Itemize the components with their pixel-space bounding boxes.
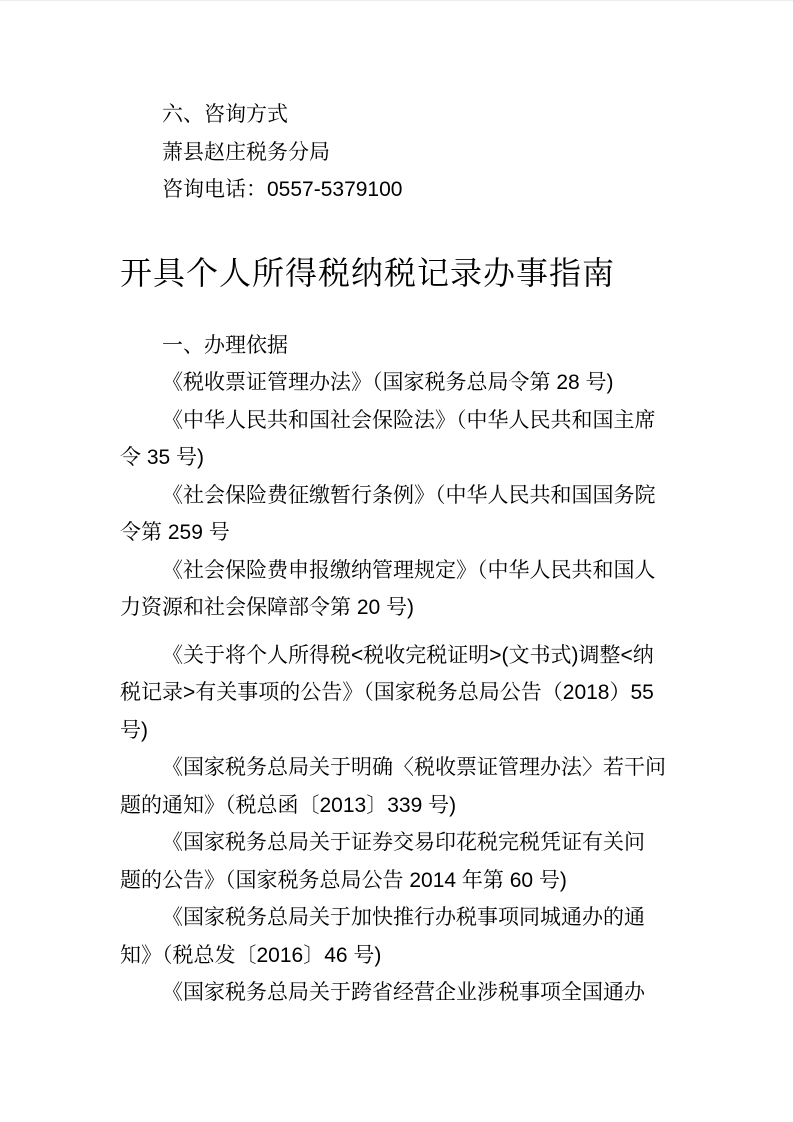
reference-paragraph [120, 974, 673, 1012]
reference-line: 力资源和社会保障部令第 20 号) [120, 596, 415, 619]
reference-line: 《国家税务总局关于证券交易印花税完税凭证有关问 [162, 831, 645, 854]
reference-line: 令第 259 号 [120, 521, 230, 544]
document-content [0, 1, 793, 1012]
reference-line: 《国家税务总局关于加快推行办税事项同城通办的通 [162, 906, 645, 929]
reference-line: 《关于将个人所得税<税收完税证明>(文书式)调整<纳 [162, 643, 654, 667]
document-title: 开具个人所得税纳税记录办事指南 [120, 254, 616, 291]
basis-heading: 一、办理依据 [162, 333, 288, 357]
reference-line: 《税收票证管理办法》（国家税务总局令第 28 号) [162, 371, 614, 394]
reference-line: 税记录>有关事项的公告》（国家税务总局公告（2018）55 [120, 681, 654, 704]
reference-line: 题的通知》（税总函〔2013〕339 号) [120, 793, 457, 817]
reference-paragraph [120, 402, 673, 477]
consultation-heading: 六、咨询方式 [162, 103, 288, 126]
reference-line: 《国家税务总局关于明确〈税收票证管理办法〉若干问 [162, 756, 666, 779]
reference-line: 《社会保险费征缴暂行条例》（中华人民共和国国务院 [162, 483, 656, 507]
reference-line: 《中华人民共和国社会保险法》（中华人民共和国主席 [162, 408, 656, 432]
reference-line: 《社会保险费申报缴纳管理规定》（中华人民共和国人 [162, 558, 656, 582]
consultation-phone: 咨询电话：0557-5379100 [162, 178, 403, 201]
reference-line: 号) [120, 718, 148, 742]
consultation-office: 萧县赵庄税务分局 [162, 140, 330, 164]
reference-paragraph [120, 552, 673, 627]
reference-line: 知》（税总发〔2016〕46 号) [120, 943, 382, 967]
reference-line: 令 35 号) [120, 446, 205, 469]
reference-paragraph [120, 477, 673, 552]
reference-paragraph [120, 899, 673, 974]
reference-line: 《国家税务总局关于跨省经营企业涉税事项全国通办 [162, 981, 645, 1004]
reference-paragraph [120, 364, 673, 402]
reference-paragraph [120, 637, 673, 750]
reference-line: 题的公告》（国家税务总局公告 2014 年第 60 号) [120, 868, 567, 892]
reference-paragraph [120, 749, 673, 824]
reference-paragraph [120, 824, 673, 899]
